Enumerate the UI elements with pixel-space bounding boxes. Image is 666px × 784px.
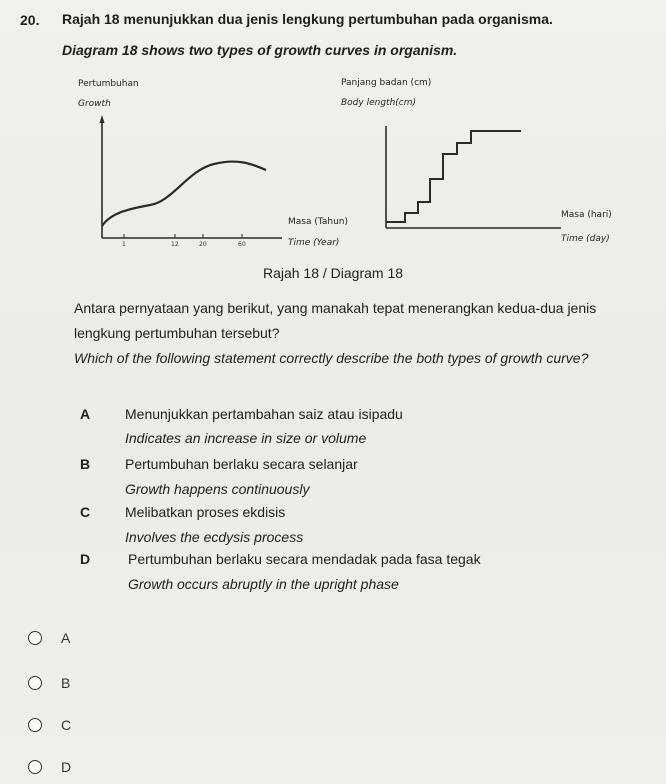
left-chart-tick-label: 20 — [199, 241, 207, 248]
answer-label-b: B — [61, 675, 71, 691]
step-growth-curve — [386, 131, 521, 222]
left-chart-y-arrow — [100, 115, 105, 123]
step-curve-plot — [375, 110, 565, 240]
radio-button-a[interactable] — [28, 631, 42, 645]
answer-choice-d[interactable] — [28, 759, 71, 775]
option-c-english: Involves the ecdysis process — [125, 529, 304, 545]
left-chart-ylabel-english: Growth — [78, 99, 111, 109]
option-letter-d: D — [80, 551, 91, 567]
prompt-english: Which of the following statement correctly describe the both types of growth curve? — [74, 350, 589, 366]
radio-button-c[interactable] — [28, 718, 42, 732]
option-d-english: Growth occurs abruptly in the upright phase — [128, 576, 399, 592]
prompt-malay-line1: Antara pernyataan yang berikut, yang manakah tepat menerangkan kedua-dua jenis — [74, 300, 597, 316]
left-chart-xlabel-english: Time (Year) — [288, 238, 340, 248]
option-c-malay: Melibatkan proses ekdisis — [125, 504, 286, 520]
option-b-english: Growth happens continuously — [125, 481, 310, 497]
answer-label-c: C — [61, 717, 72, 733]
option-letter-b: B — [80, 456, 91, 472]
answer-choice-c[interactable] — [28, 717, 71, 733]
radio-button-b[interactable] — [28, 676, 42, 690]
right-chart-ylabel-malay: Panjang badan (cm) — [341, 78, 432, 88]
option-d-malay: Pertumbuhan berlaku secara mendadak pada fasa tegak — [128, 551, 481, 567]
question-stem-english: Diagram 18 shows two types of growth curves in organism. — [62, 42, 458, 58]
right-chart-ylabel-english: Body length(cm) — [341, 98, 417, 108]
option-letter-a: A — [80, 406, 91, 422]
sigmoid-growth-curve — [102, 162, 266, 226]
right-chart-xlabel-english: Time (day) — [561, 234, 610, 244]
answer-label-a: A — [61, 630, 71, 646]
left-chart-tick-label: 12 — [171, 241, 179, 248]
left-chart-tick-label: 1 — [122, 241, 126, 248]
left-chart-xlabel-malay: Masa (Tahun) — [288, 217, 349, 227]
answer-choice-a[interactable] — [28, 630, 70, 646]
option-a-malay: Menunjukkan pertambahan saiz atau isipadu — [125, 406, 403, 422]
question-number: 20. — [20, 12, 40, 28]
radio-button-d[interactable] — [28, 760, 42, 774]
sigmoid-curve-plot — [90, 110, 290, 250]
left-chart-ylabel-malay: Pertumbuhan — [78, 79, 139, 89]
option-letter-c: C — [80, 504, 91, 520]
answer-choice-b[interactable] — [28, 675, 70, 691]
question-stem-malay: Rajah 18 menunjukkan dua jenis lengkung pertumbuhan pada organisma. — [62, 11, 553, 27]
left-chart-tick-label: 60 — [238, 241, 246, 248]
prompt-malay-line2: lengkung pertumbuhan tersebut? — [74, 325, 280, 341]
answer-label-d: D — [61, 759, 72, 775]
option-a-english: Indicates an increase in size or volume — [125, 430, 367, 446]
diagram-caption: Rajah 18 / Diagram 18 — [262, 265, 404, 281]
option-b-malay: Pertumbuhan berlaku secara selanjar — [125, 456, 358, 472]
right-chart-xlabel-malay: Masa (hari) — [561, 210, 612, 220]
